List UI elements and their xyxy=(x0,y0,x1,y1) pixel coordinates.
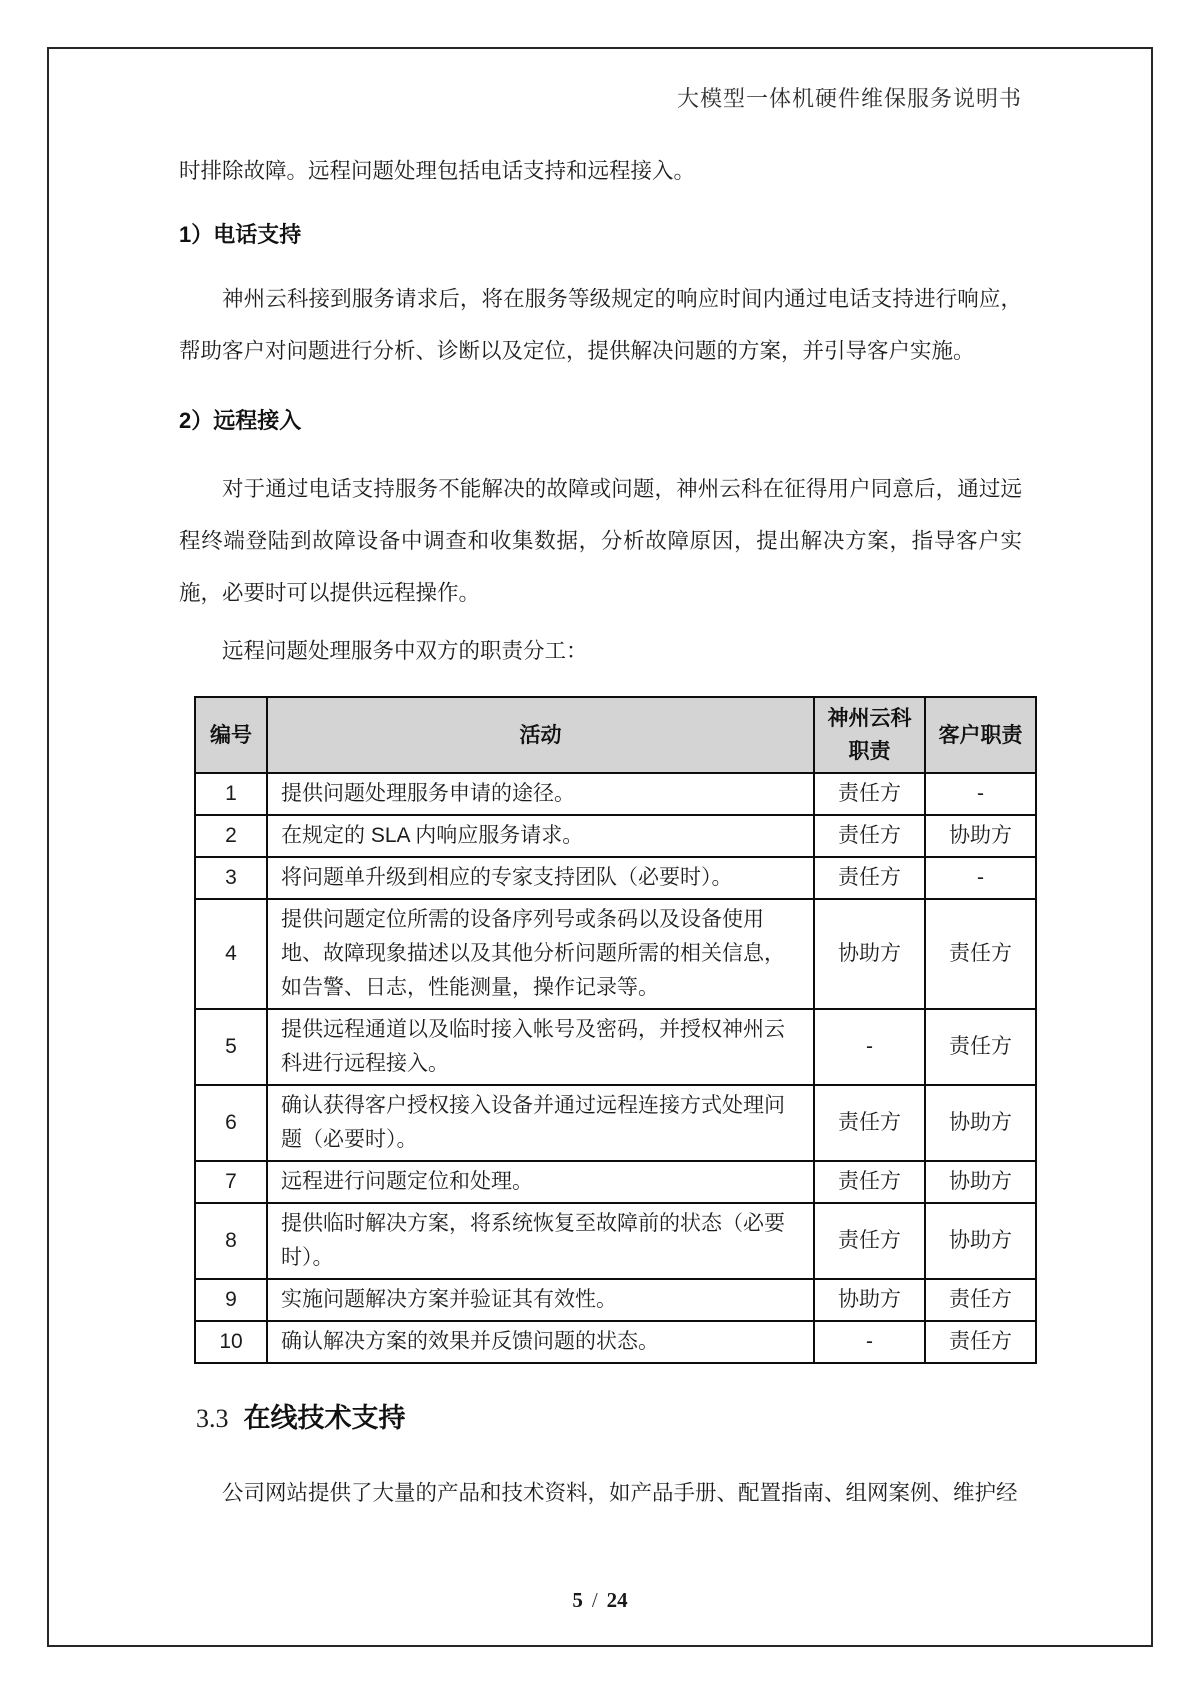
table-cell-customer: 协助方 xyxy=(925,1203,1036,1279)
table-cell-no: 7 xyxy=(195,1161,267,1203)
header-cell-vendor-duty: 神州云科职责 xyxy=(814,697,925,773)
table-cell-no: 8 xyxy=(195,1203,267,1279)
footer-page-total: 24 xyxy=(606,1588,628,1612)
table-cell-vendor: 责任方 xyxy=(814,773,925,815)
table-cell-no: 1 xyxy=(195,773,267,815)
table-row xyxy=(195,1203,1036,1279)
table-row xyxy=(195,773,1036,815)
paragraph-intro-continuation: 时排除故障。远程问题处理包括电话支持和远程接入。 xyxy=(179,159,696,183)
header-cell-activity: 活动 xyxy=(267,697,814,773)
table-row xyxy=(195,1161,1036,1203)
table-row xyxy=(195,857,1036,899)
page-footer xyxy=(0,1588,1200,1613)
table-cell-activity: 确认解决方案的效果并反馈问题的状态。 xyxy=(267,1321,814,1363)
header-cell-customer-duty: 客户职责 xyxy=(925,697,1036,773)
paragraph-phone-support: 神州云科接到服务请求后，将在服务等级规定的响应时间内通过电话支持进行响应，帮助客户对问题进行分析、诊断以及定位，提供解决问题的方案，并引导客户实施。 xyxy=(179,287,1022,363)
table-cell-vendor: 责任方 xyxy=(814,815,925,857)
table-cell-customer: 责任方 xyxy=(925,1009,1036,1085)
table-cell-vendor: 协助方 xyxy=(814,1279,925,1321)
doc-header-title: 大模型一体机硬件维保服务说明书 xyxy=(676,86,1022,111)
table-row xyxy=(195,899,1036,1009)
paragraph-table-lead: 远程问题处理服务中双方的职责分工： xyxy=(222,639,588,663)
table-cell-activity: 实施问题解决方案并验证其有效性。 xyxy=(267,1279,814,1321)
table-cell-activity: 提供临时解决方案，将系统恢复至故障前的状态（必要时）。 xyxy=(267,1203,814,1279)
table-cell-vendor: - xyxy=(814,1009,925,1085)
section-number: 3.3 xyxy=(196,1404,229,1433)
table-cell-vendor: 责任方 xyxy=(814,857,925,899)
table-cell-no: 3 xyxy=(195,857,267,899)
table-cell-vendor: 责任方 xyxy=(814,1085,925,1161)
table-cell-customer: - xyxy=(925,857,1036,899)
table-cell-no: 9 xyxy=(195,1279,267,1321)
heading-remote-access: 2）远程接入 xyxy=(179,408,302,433)
paragraph-remote-access: 对于通过电话支持服务不能解决的故障或问题，神州云科在征得用户同意后，通过远程终端登陆到故障设备中调查和收集数据，分析故障原因，提出解决方案，指导客户实施，必要时可以提供远程操作。 xyxy=(179,477,1022,605)
table-cell-vendor: 责任方 xyxy=(814,1203,925,1279)
table-cell-activity: 提供问题定位所需的设备序列号或条码以及设备使用地、故障现象描述以及其他分析问题所需的相关信息，如告警、日志，性能测量，操作记录等。 xyxy=(267,899,814,1009)
table-cell-activity: 提供远程通道以及临时接入帐号及密码，并授权神州云科进行远程接入。 xyxy=(267,1009,814,1085)
footer-page-number: 5 xyxy=(572,1588,583,1612)
table-cell-customer: 协助方 xyxy=(925,815,1036,857)
section-heading-online-support xyxy=(196,1400,1022,1441)
table-cell-customer: 责任方 xyxy=(925,1279,1036,1321)
table-cell-activity: 提供问题处理服务申请的途径。 xyxy=(267,773,814,815)
table-cell-customer: 责任方 xyxy=(925,1321,1036,1363)
table-row xyxy=(195,1085,1036,1161)
table-cell-customer: 协助方 xyxy=(925,1085,1036,1161)
table-cell-vendor: 协助方 xyxy=(814,899,925,1009)
table-cell-customer: - xyxy=(925,773,1036,815)
responsibilities-table xyxy=(194,696,1037,1364)
table-cell-no: 4 xyxy=(195,899,267,1009)
page-content xyxy=(179,0,1022,1519)
table-cell-activity: 远程进行问题定位和处理。 xyxy=(267,1161,814,1203)
table-cell-no: 5 xyxy=(195,1009,267,1085)
table-row xyxy=(195,1279,1036,1321)
table-cell-customer: 协助方 xyxy=(925,1161,1036,1203)
table-row xyxy=(195,1321,1036,1363)
header-cell-no: 编号 xyxy=(195,697,267,773)
heading-phone-support: 1）电话支持 xyxy=(179,222,302,247)
footer-page-separator: / xyxy=(591,1588,598,1612)
table-cell-activity: 在规定的 SLA 内响应服务请求。 xyxy=(267,815,814,857)
table-cell-customer: 责任方 xyxy=(925,899,1036,1009)
table-row xyxy=(195,815,1036,857)
table-header-row xyxy=(195,697,1036,773)
table-cell-activity: 将问题单升级到相应的专家支持团队（必要时）。 xyxy=(267,857,814,899)
paragraph-online-support: 公司网站提供了大量的产品和技术资料，如产品手册、配置指南、组网案例、维护经 xyxy=(222,1481,1018,1505)
table-cell-vendor: - xyxy=(814,1321,925,1363)
table-cell-no: 10 xyxy=(195,1321,267,1363)
table-cell-vendor: 责任方 xyxy=(814,1161,925,1203)
table-cell-activity: 确认获得客户授权接入设备并通过远程连接方式处理问题（必要时）。 xyxy=(267,1085,814,1161)
table-cell-no: 2 xyxy=(195,815,267,857)
table-cell-no: 6 xyxy=(195,1085,267,1161)
table-row xyxy=(195,1009,1036,1085)
section-title: 在线技术支持 xyxy=(243,1403,406,1433)
